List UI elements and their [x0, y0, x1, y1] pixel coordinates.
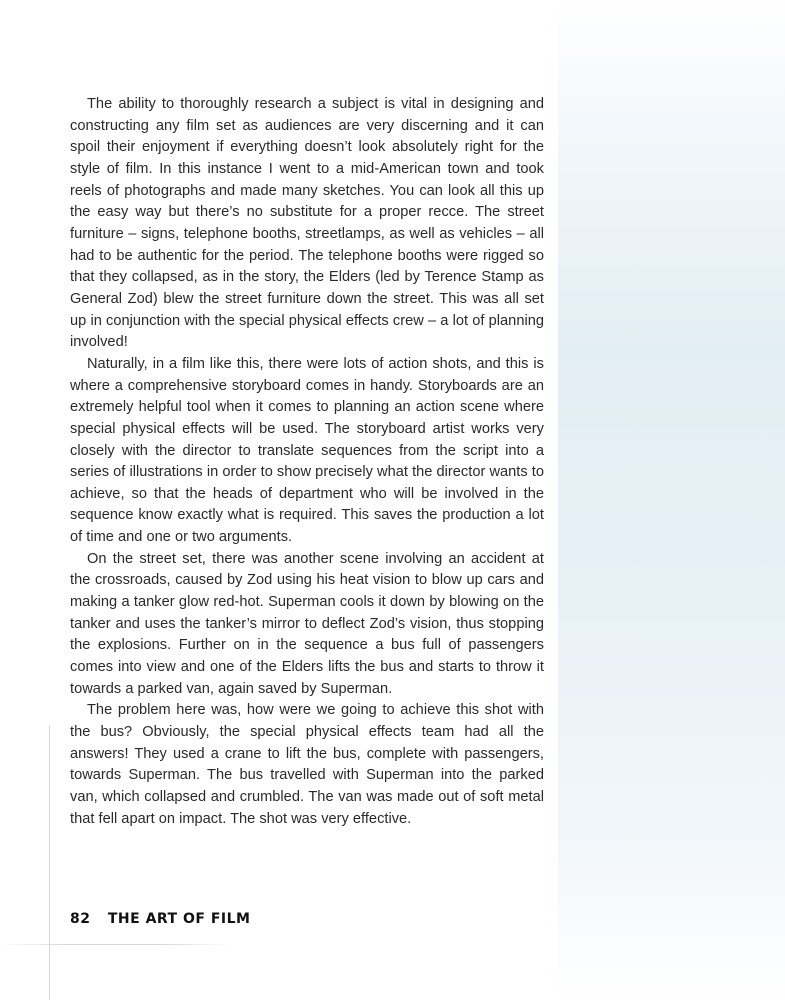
paragraph-storyboards: Naturally, in a film like this, there were lots of action shots, and this is where a comprehensive storyboard comes in handy. Storyboards are an extremely helpful tool when it comes to planning an action scene where special physical effects will be used. The storyboard artist works very closely with the director to translate sequences from the script into a series of illustrations in order to show precisely what the director wants to achieve, so that the heads of department who will be involved in the sequence know exactly what is required. This saves the production a lot of time and one or two arguments.	[70, 355, 544, 546]
page-margin-tint	[558, 0, 785, 1000]
running-title: THE ART OF FILM	[107, 911, 251, 927]
page-number: 82	[70, 911, 91, 927]
page-footer	[70, 911, 250, 927]
article-body	[70, 94, 544, 830]
page-edge-shadow	[0, 944, 230, 945]
paragraph-crossroads-scene: On the street set, there was another scene involving an accident at the crossroads, caused by Zod using his heat vision to blow up cars and making a tanker glow red-hot. Superman cools it down by blowing on the tanker and uses the tanker’s mirror to deflect Zod’s vision, thus stopping the explosions. Further on in the sequence a bus full of passengers comes into view and one of the Elders lifts the bus and starts to throw it towards a parked van, again saved by Superman.	[70, 550, 544, 697]
page-edge-line	[49, 725, 50, 1000]
paragraph-research: The ability to thoroughly research a subject is vital in designing and constructing any film set as audiences are very discerning and it can spoil their enjoyment if everything doesn’t look absolutely right for the style of film. In this instance I went to a mid-American town and took reels of photographs and made many sketches. You can look all this up the easy way but there’s no substitute for a proper recce. The street furniture – signs, telephone booths, streetlamps, as well as vehicles – all had to be authentic for the period. The telephone booths were rigged so that they collapsed, as in the story, the Elders (led by Terence Stamp as General Zod) blew the street furniture down the street. This was all set up in conjunction with the special physical effects crew – a lot of planning involved!	[70, 96, 544, 351]
paragraph-bus-shot: The problem here was, how were we going to achieve this shot with the bus? Obviously, the special physical effects team had all the answers! They used a crane to lift the bus, complete with passengers, towards Superman. The bus travelled with Superman into the parked van, which collapsed and crumbled. The van was made out of soft metal that fell apart on impact. The shot was very effective.	[70, 702, 544, 827]
